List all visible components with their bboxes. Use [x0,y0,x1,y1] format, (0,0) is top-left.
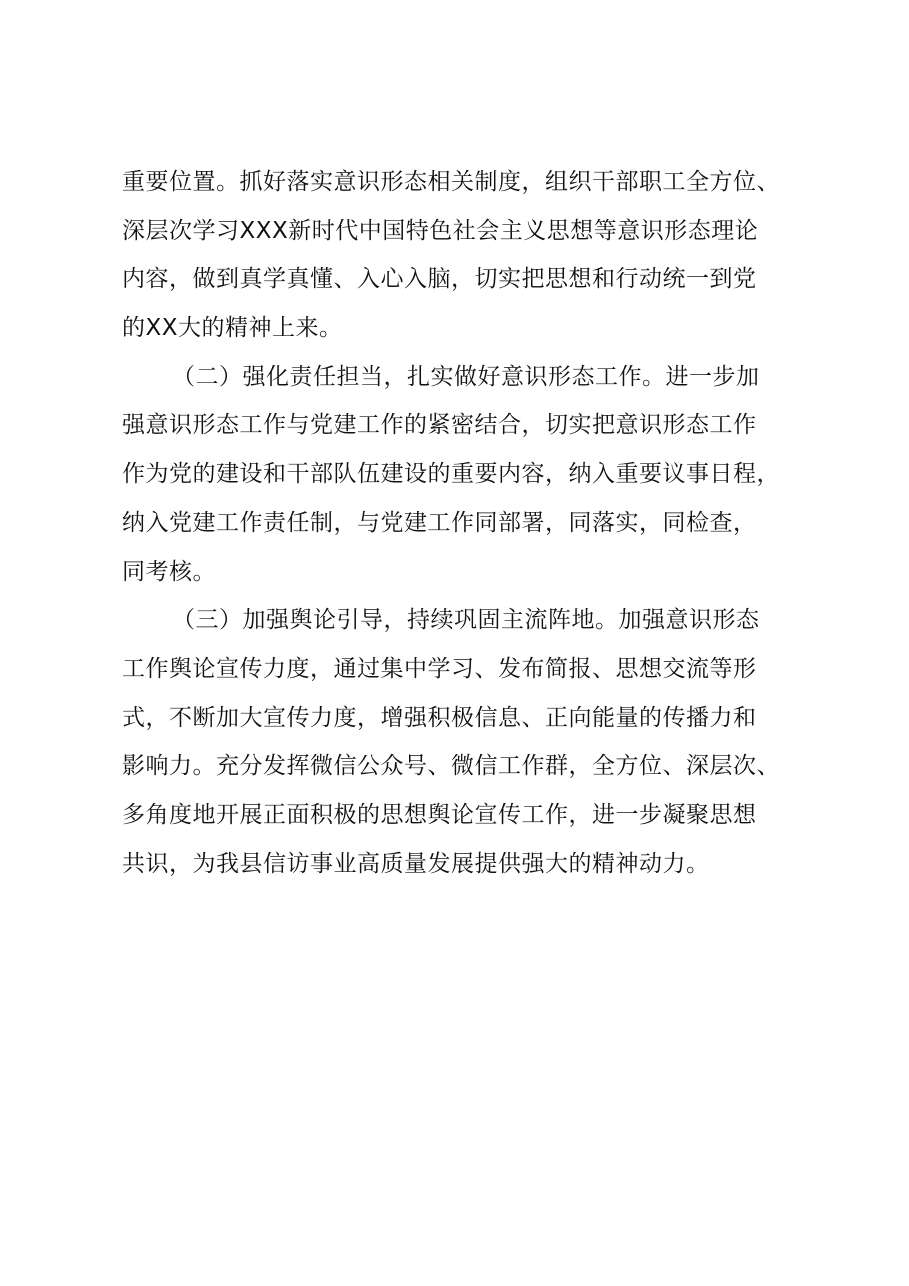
text-line: 深层次学习XXX新时代中国特色社会主义思想等意识形态理论 [122,217,759,244]
text-line: 多角度地开展正面积极的思想舆论宣传工作，进一步凝聚思想 [122,801,757,828]
text-line: 同考核。 [122,558,216,585]
section-heading-line: （二）强化责任担当，扎实做好意识形态工作。进一步加 [172,363,760,390]
text-line: 式，不断加大宣传力度，增强积极信息、正向能量的传播力和 [122,704,757,731]
text-line: 工作舆论宣传力度，通过集中学习、发布简报、思想交流等形 [122,655,757,682]
text-line: 重要位置。抓好落实意识形态相关制度，组织干部职工全方位、 [122,169,780,195]
text-line: 内容，做到真学真懂、入心入脑，切实把思想和行动统一到党 [122,266,757,293]
text-line: 纳入党建工作责任制，与党建工作同部署，同落实，同检查， [122,509,757,536]
section-heading-line: （三）加强舆论引导，持续巩固主流阵地。加强意识形态 [172,607,760,634]
text-line: 共识，为我县信访事业高质量发展提供强大的精神动力。 [122,850,710,877]
text-line: 作为党的建设和干部队伍建设的重要内容，纳入重要议事日程， [122,461,780,488]
text-line: 影响力。充分发挥微信公众号、微信工作群，全方位、深层次、 [122,753,780,780]
text-line: 的XX大的精神上来。 [122,315,343,342]
text-line: 强意识形态工作与党建工作的紧密结合，切实把意识形态工作 [122,412,757,439]
body-text [122,158,802,888]
